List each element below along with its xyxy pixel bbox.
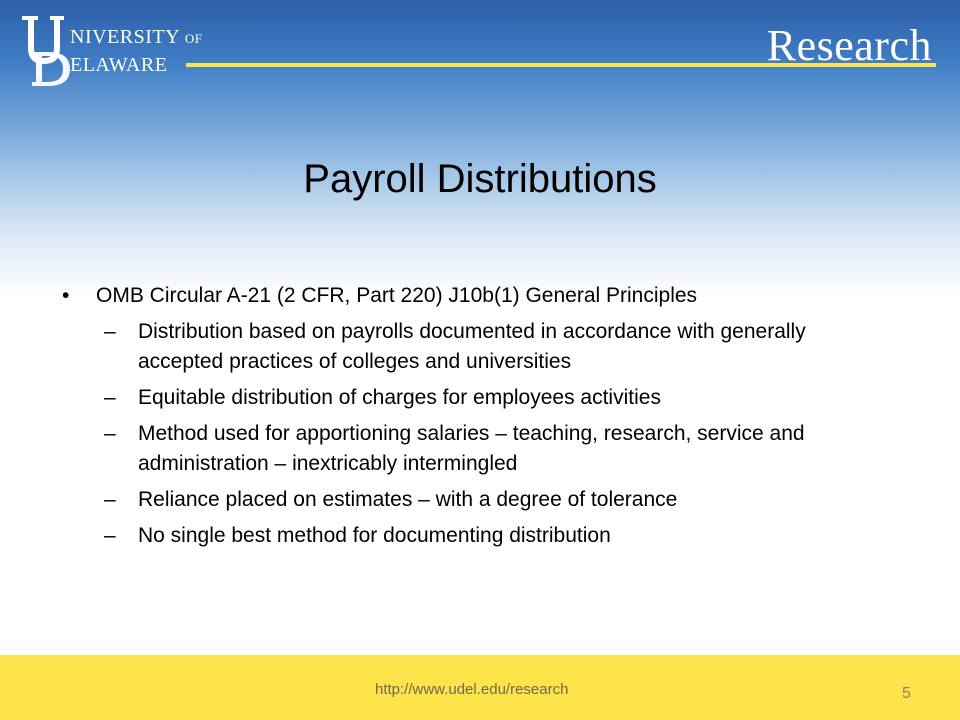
- logo-of-text: OF: [184, 31, 203, 46]
- sub-bullet-marker: –: [104, 488, 116, 511]
- slide-title: Payroll Distributions: [303, 157, 657, 201]
- slide-content: [62, 281, 882, 557]
- university-of-delaware-logo: [18, 12, 203, 87]
- sub-bullet-marker: –: [104, 422, 116, 445]
- bullet-item: [62, 281, 882, 311]
- sub-bullet-marker: –: [104, 386, 116, 409]
- bullet-text: OMB Circular A-21 (2 CFR, Part 220) J10b(1) General Principles: [96, 284, 698, 307]
- sub-bullet-item: [62, 383, 882, 413]
- ud-monogram-icon: [18, 12, 78, 87]
- sub-bullet-text: Reliance placed on estimates – with a degree of tolerance: [138, 488, 678, 511]
- sub-bullet-text: Method used for apportioning salaries – teaching, research, service and administration – inextricably intermingled: [138, 422, 805, 475]
- sub-bullet-text: Distribution based on payrolls documented in accordance with generally accepted practices of colleges and universities: [138, 320, 806, 373]
- sub-bullet-marker: –: [104, 320, 116, 343]
- sub-bullet-item: [62, 317, 882, 377]
- sub-bullet-item: [62, 485, 882, 515]
- footer-url[interactable]: http://www.udel.edu/research: [375, 681, 569, 698]
- sub-bullet-text: Equitable distribution of charges for employees activities: [138, 386, 661, 409]
- sub-bullet-item: [62, 419, 882, 479]
- sub-bullet-text: No single best method for documenting distribution: [138, 524, 611, 547]
- logo-university-letters: NIVERSITY: [70, 26, 180, 48]
- research-wordmark: Research: [766, 21, 932, 70]
- logo-university-text: [70, 26, 202, 49]
- page-number: 5: [902, 685, 911, 702]
- sub-bullet-marker: –: [104, 524, 116, 547]
- logo-delaware-text: ELAWARE: [70, 54, 168, 76]
- sub-bullet-item: [62, 521, 882, 551]
- bullet-marker: •: [62, 284, 70, 307]
